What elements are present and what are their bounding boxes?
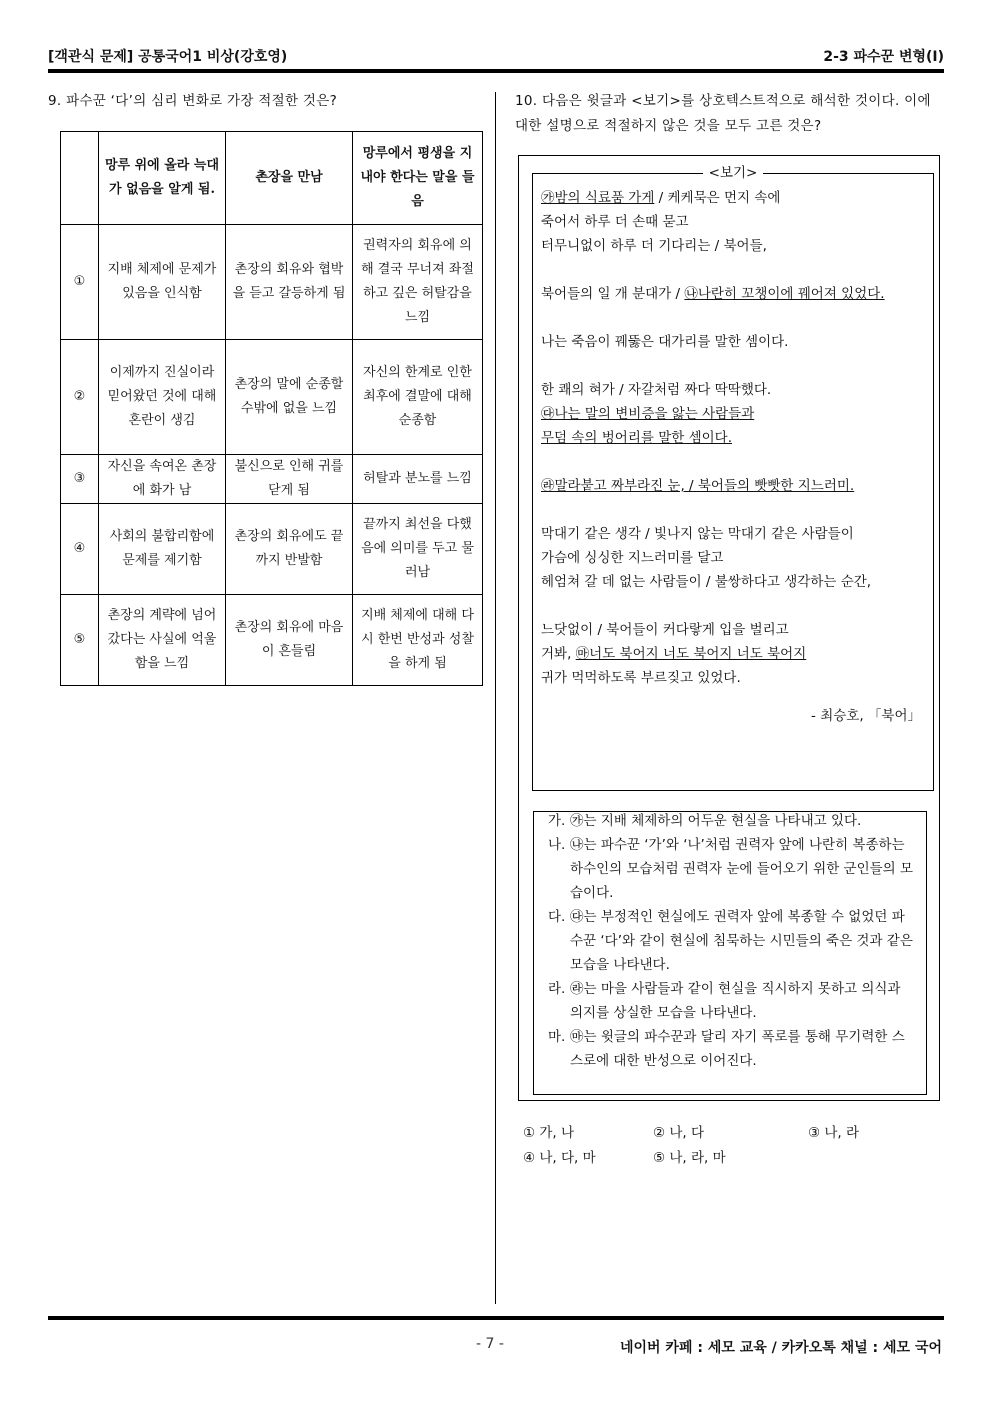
table-header: 망루에서 평생을 지내야 한다는 말을 들음: [353, 132, 483, 225]
table-cell: 자신의 한계로 인한 최후에 결말에 대해 순종함: [353, 340, 483, 455]
table-row: [61, 455, 483, 504]
poem-line: [541, 426, 929, 450]
statement-item: [548, 809, 914, 833]
statement-item: [548, 833, 914, 905]
poem-line: [541, 210, 929, 234]
poem-line: [541, 570, 929, 594]
poem-line: [541, 666, 929, 690]
poem-line: [541, 282, 929, 306]
table-cell: 자신을 속여온 촌장에 화가 남: [99, 455, 226, 504]
poem-line: [541, 546, 929, 570]
underlined-phrase: ㉮밤의 식료품 가게: [541, 190, 655, 206]
poem-text: 막대기 같은 생각 / 빛나지 않는 막대기 같은 사람들이: [541, 526, 854, 542]
underlined-phrase: ㉲너도 북어지 너도 북어지 너도 북어지: [575, 646, 807, 662]
table-corner: [61, 132, 99, 225]
stanza-break: [541, 498, 929, 522]
bogi-title-text: <보기>: [703, 165, 764, 181]
statements-list: [548, 809, 914, 1073]
option-number: ③: [61, 455, 99, 504]
poem-text: 한 쾌의 혀가 / 자갈처럼 짜다 딱딱했다.: [541, 382, 772, 398]
poem-line: [541, 642, 929, 666]
stanza-break: [541, 450, 929, 474]
answer-choice[interactable]: ③ 나, 라: [808, 1125, 860, 1141]
table-header: 촌장을 만남: [226, 132, 353, 225]
table-cell: 불신으로 인해 귀를 닫게 됨: [226, 455, 353, 504]
option-number: ②: [61, 340, 99, 455]
stanza-break: [541, 594, 929, 618]
answer-choice[interactable]: ④ 나, 다, 마: [523, 1150, 596, 1166]
table-cell: 촌장의 계략에 넘어갔다는 사실에 억울함을 느낌: [99, 595, 226, 686]
table-row: [61, 340, 483, 455]
table-cell: 허탈과 분노를 느낌: [353, 455, 483, 504]
poem-line: [541, 402, 929, 426]
statement-label: 라.: [548, 981, 566, 997]
poem-text: / 케케묵은 먼지 속에: [654, 190, 781, 206]
page-number: - 7 -: [476, 1336, 504, 1352]
statement-label: 마.: [548, 1029, 566, 1045]
option-number: ⑤: [61, 595, 99, 686]
poem-text: 귀가 먹먹하도록 부르짖고 있었다.: [541, 670, 741, 686]
header-left: [객관식 문제] 공통국어1 비상(강호영): [48, 49, 288, 65]
underlined-phrase: ㉰나는 말의 변비증을 앓는 사람들과: [541, 406, 755, 422]
answer-choice[interactable]: ② 나, 다: [653, 1125, 705, 1141]
poem-line: [541, 186, 929, 210]
poem-line: [541, 330, 929, 354]
option-number: ④: [61, 504, 99, 595]
poem-line: [541, 618, 929, 642]
bogi-poem: [541, 186, 929, 728]
underlined-phrase: 무덤 속의 벙어리를 말한 셈이다.: [541, 430, 732, 446]
poem-attribution: - 최승호, 「북어」: [811, 708, 921, 724]
table-cell: 촌장의 회유에 마음이 흔들림: [226, 595, 353, 686]
table-cell: 촌장의 말에 순종할 수밖에 없을 느낌: [226, 340, 353, 455]
poem-text: 느닷없이 / 북어들이 커다랗게 입을 벌리고: [541, 622, 789, 638]
q9-table: [60, 131, 483, 686]
poem-text: 나는 죽음이 꿰뚫은 대가리를 말한 셈이다.: [541, 334, 789, 350]
answer-choice[interactable]: ⑤ 나, 라, 마: [653, 1150, 726, 1166]
statement-text: ㉱는 마을 사람들과 같이 현실을 직시하지 못하고 의식과 의지를 상실한 모습을 나타낸다.: [570, 981, 901, 1021]
underlined-phrase: ㉱말라붙고 짜부라진 눈, / 북어들의 빳빳한 지느러미.: [541, 478, 855, 494]
poem-text: 터무니없이 하루 더 기다리는 / 북어들,: [541, 238, 767, 254]
page-header: [48, 46, 944, 68]
statement-label: 나.: [548, 837, 566, 853]
q10-stem: 10. 다음은 윗글과 <보기>를 상호텍스트적으로 해석한 것이다. 이에 대한 설명으로 적절하지 않은 것을 모두 고른 것은?: [515, 93, 931, 134]
option-number: ①: [61, 225, 99, 340]
stanza-break: [541, 258, 929, 282]
statement-text: ㉲는 윗글의 파수꾼과 달리 자기 폭로를 통해 무기력한 스스로에 대한 반성으로 이어진다.: [570, 1029, 905, 1069]
table-row: [61, 225, 483, 340]
statement-item: [548, 977, 914, 1025]
poem-text: 가슴에 싱싱한 지느러미를 달고: [541, 550, 724, 566]
table-row: [61, 595, 483, 686]
top-rule: [48, 69, 944, 73]
poem-text: 헤엄쳐 갈 데 없는 사람들이 / 불쌍하다고 생각하는 순간,: [541, 574, 872, 590]
statement-text: ㉯는 파수꾼 ‘가’와 ‘나’처럼 권력자 앞에 나란히 복종하는 하수인의 모습처럼 권력자 눈에 들어오기 위한 군인들의 모습이다.: [570, 837, 914, 901]
poem-line: [541, 234, 929, 258]
bottom-rule: [48, 1316, 944, 1320]
poem-text: 북어들의 일 개 분대가 /: [541, 286, 685, 302]
stanza-break: [541, 354, 929, 378]
q9-stem: 9. 파수꾼 ‘다’의 심리 변화로 가장 적절한 것은?: [48, 93, 338, 109]
footer-credit: 네이버 카페 : 세모 교육 / 카카오톡 채널 : 세모 국어: [619, 1340, 942, 1356]
answer-choice[interactable]: ① 가, 나: [523, 1125, 575, 1141]
poem-text: 죽어서 하루 더 손때 묻고: [541, 214, 689, 230]
underlined-phrase: ㉯나란히 꼬챙이에 꿰어져 있었다.: [684, 286, 885, 302]
table-cell: 이제까지 진실이라 믿어왔던 것에 대해 혼란이 생김: [99, 340, 226, 455]
table-cell: 권력자의 회유에 의해 결국 무너져 좌절하고 깊은 허탈감을 느낌: [353, 225, 483, 340]
table-cell: 촌장의 회유와 협박을 듣고 갈등하게 됨: [226, 225, 353, 340]
column-divider: [495, 92, 496, 1304]
statement-item: [548, 1025, 914, 1073]
table-header: 망루 위에 올라 늑대가 없음을 알게 됨.: [99, 132, 226, 225]
poem-line: [541, 474, 929, 498]
statement-item: [548, 905, 914, 977]
header-right: 2-3 파수꾼 변형(I): [823, 49, 944, 65]
statement-text: ㉰는 부정적인 현실에도 권력자 앞에 복종할 수 없었던 파수꾼 ‘다’와 같이 현실에 침묵하는 시민들의 죽은 것과 같은 모습을 나타낸다.: [570, 909, 913, 973]
bogi-title: [532, 161, 934, 181]
table-cell: 사회의 불합리함에 문제를 제기함: [99, 504, 226, 595]
stanza-break: [541, 306, 929, 330]
statement-label: 다.: [548, 909, 566, 925]
table-row: [61, 504, 483, 595]
poem-text: 거봐,: [541, 646, 576, 662]
answer-choices: [523, 1121, 943, 1171]
table-cell: 촌장의 회유에도 끝까지 반발함: [226, 504, 353, 595]
poem-line: [541, 522, 929, 546]
table-cell: 끝까지 최선을 다했음에 의미를 두고 물러남: [353, 504, 483, 595]
statement-label: 가.: [548, 813, 566, 829]
statement-text: ㉮는 지배 체제하의 어두운 현실을 나타내고 있다.: [570, 813, 862, 829]
table-cell: 지배 체제에 대해 다시 한번 반성과 성찰을 하게 됨: [353, 595, 483, 686]
poem-line: [541, 378, 929, 402]
table-cell: 지배 체제에 문제가 있음을 인식함: [99, 225, 226, 340]
